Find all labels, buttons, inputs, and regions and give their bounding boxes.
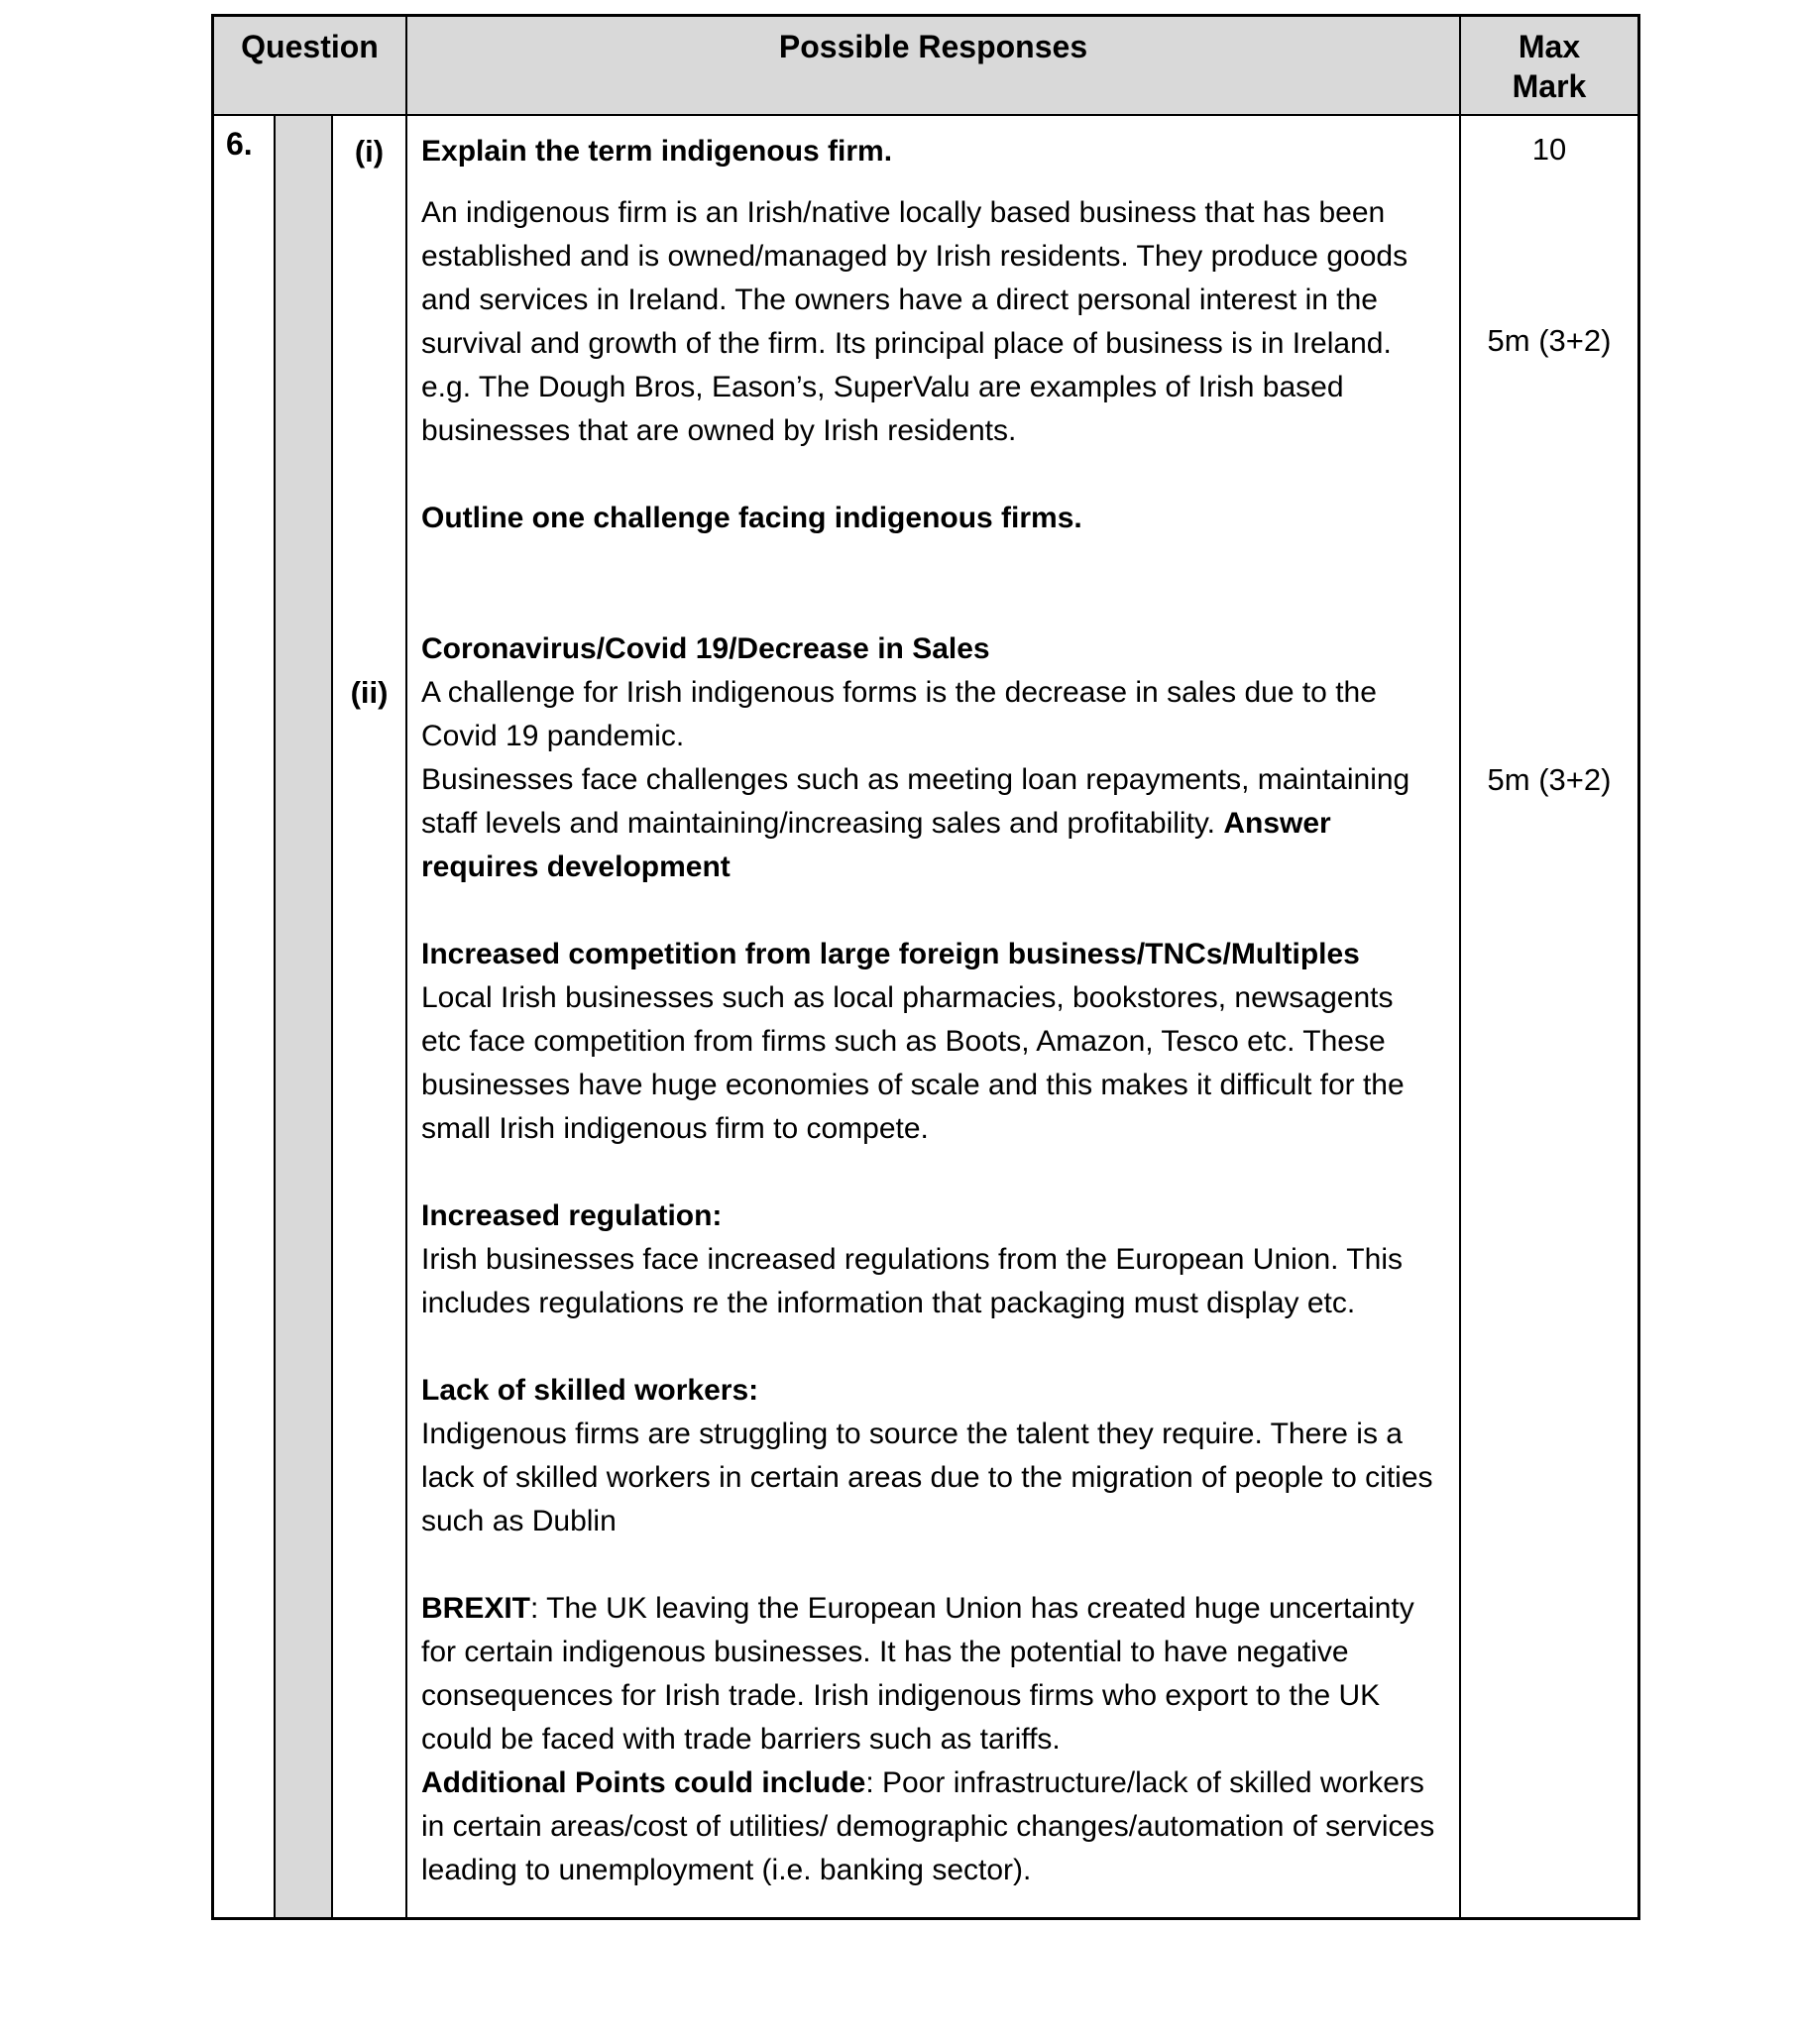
max-mark-header-line2: Mark — [1512, 68, 1587, 104]
possible-responses-cell — [407, 116, 1461, 1917]
regulation-paragraph: Irish businesses face increased regulations from the European Union. This includes regulations re the information that packaging must display etc. — [421, 1243, 1403, 1319]
workers-heading: Lack of skilled workers: — [421, 1374, 759, 1407]
question-number: 6. — [226, 126, 253, 162]
brexit-label: BREXIT — [421, 1592, 531, 1625]
mark-part-i: 5m (3+2) — [1487, 323, 1612, 358]
q1-heading: Explain the term indigenous firm. — [421, 135, 893, 168]
part-label-cell — [333, 116, 407, 1917]
mark-part-ii: 5m (3+2) — [1487, 762, 1612, 797]
marking-scheme-table — [211, 14, 1640, 1920]
covid-paragraph-2 — [421, 758, 1437, 889]
part-ii-label: (ii) — [350, 675, 389, 710]
competition-heading: Increased competition from large foreign business/TNCs/Multiples — [421, 938, 1360, 970]
q2-heading: Outline one challenge facing indigenous firms. — [421, 502, 1082, 534]
q1-definition-paragraph: An indigenous firm is an Irish/native locally based business that has been established and is owned/managed by Irish residents. They produce goods and services in Ireland. The owners have a direct personal interest in the survival and growth of the firm. Its principal place of business is in Ireland. — [421, 196, 1409, 360]
part-i-label: (i) — [354, 134, 385, 169]
max-mark-column-header — [1461, 17, 1637, 114]
additional-points-paragraph — [421, 1761, 1437, 1892]
mark-total: 10 — [1531, 132, 1567, 167]
max-mark-header-line1: Max — [1518, 29, 1581, 64]
workers-paragraph: Indigenous firms are struggling to source the talent they require. There is a lack of skilled workers in certain areas due to the migration of people to cities such as Dublin — [421, 1418, 1433, 1537]
q1-example-paragraph: e.g. The Dough Bros, Eason’s, SuperValu are examples of Irish based businesses that are owned by Irish residents. — [421, 371, 1344, 447]
covid-heading: Coronavirus/Covid 19/Decrease in Sales — [421, 632, 990, 665]
table-header-row — [214, 17, 1637, 116]
additional-points-text: : Poor infrastructure/lack of skilled workers in certain areas/cost of utilities/ demographic changes/automation of services leading to unemployment (i.e. banking sector). — [421, 1766, 1435, 1886]
covid-development-note: Answer requires development — [421, 807, 1331, 883]
brexit-paragraph — [421, 1587, 1437, 1761]
question-6-row — [214, 116, 1637, 1917]
regulation-heading: Increased regulation: — [421, 1199, 723, 1232]
responses-column-header: Possible Responses — [407, 17, 1461, 114]
covid-paragraph-2-text: Businesses face challenges such as meeting loan repayments, maintaining staff levels and maintaining/increasing sales and profitability. — [421, 763, 1410, 840]
question-number-cell — [214, 116, 276, 1917]
covid-paragraph-1: A challenge for Irish indigenous forms is the decrease in sales due to the Covid 19 pandemic. — [421, 676, 1377, 752]
competition-paragraph: Local Irish businesses such as local pharmacies, bookstores, newsagents etc face competition from firms such as Boots, Amazon, Tesco etc. These businesses have huge economies of scale and this makes it difficult for the small Irish indigenous firm to compete. — [421, 981, 1405, 1145]
brexit-text: : The UK leaving the European Union has created huge uncertainty for certain indigenous businesses. It has the potential to have negative consequences for Irish trade. Irish indigenous firms who export to the UK could be faced with trade barriers such as tariffs. — [421, 1592, 1414, 1756]
additional-points-label: Additional Points could include — [421, 1766, 866, 1799]
shaded-spacer-cell — [276, 116, 333, 1917]
max-mark-cell — [1461, 116, 1637, 1917]
question-column-header: Question — [214, 17, 407, 114]
